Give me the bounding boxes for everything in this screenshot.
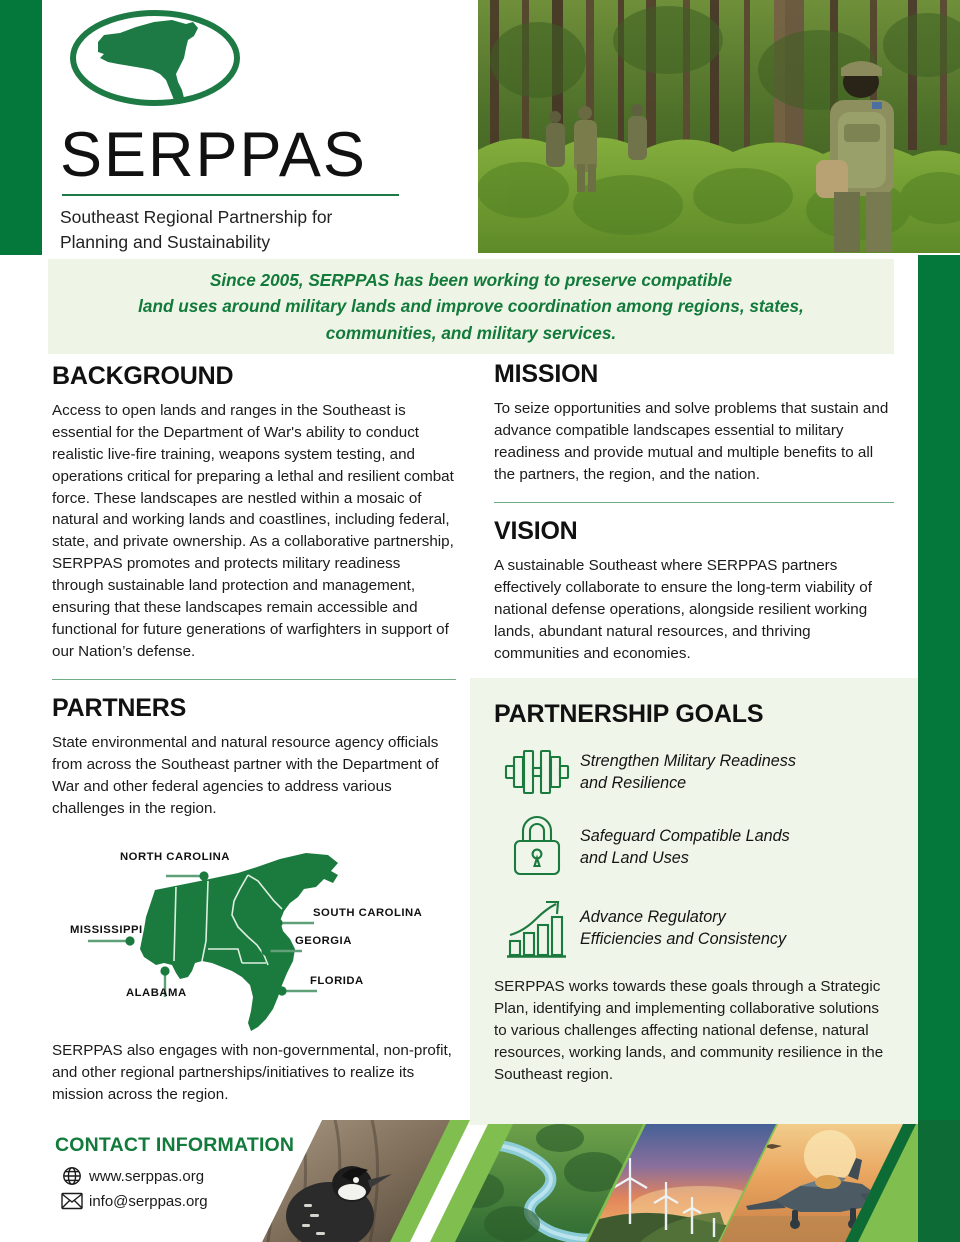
partners-divider [52, 679, 456, 681]
southeast-map-oval-icon [60, 8, 250, 120]
background-body: Access to open lands and ranges in the Southeast is essential for the Department of War's ability to conduct realistic live-fire training, weapons system testing, and operations critical for preparing a lethal and resilient combat force. These landscapes are nestled within a mosaic of natural and working lands and coastlines, including federal, state, and private ownership. As a collaborative partnership, SERPPAS promotes and protects military readiness through sustainable land protection and management, ensuring that these landscapes remain accessible and functional for future generations of warfighters in support of our Nation’s defense. [52, 402, 454, 660]
goal-readiness-text [580, 750, 796, 795]
contact-email-text[interactable]: info@serppas.org [89, 1192, 208, 1210]
vision-divider [494, 502, 894, 504]
contact-website-row[interactable] [55, 1166, 385, 1186]
logo-block [60, 8, 460, 255]
map-label-florida: FLORIDA [310, 975, 364, 987]
brand-subtitle-line1: Southeast Regional Partnership for [60, 207, 333, 228]
brand-subtitle-line2: Planning and Sustainability [60, 231, 271, 252]
tagline-line3: communities, and military services. [325, 322, 617, 343]
vision-heading: VISION [494, 517, 578, 546]
contact-email-row[interactable] [55, 1192, 385, 1210]
left-column [52, 362, 456, 820]
goal-safeguard-text [580, 825, 790, 870]
contact-information [55, 1134, 385, 1216]
southeast-states-map [52, 845, 464, 1040]
tagline-line1: Since 2005, SERPPAS has been working to preserve compatible [209, 269, 733, 290]
partnership-goals-panel [470, 678, 918, 1125]
partners-body: State environmental and natural resource agency officials from across the Southeast partner with the Department of War and other federal agencies to address various challenges in the region. [52, 734, 439, 817]
mission-heading: MISSION [494, 360, 599, 388]
map-label-georgia: GEORGIA [295, 935, 352, 947]
padlock-icon [494, 814, 580, 880]
goal-regulatory-line2: Efficiencies and Consistency [580, 930, 787, 948]
dumbbell-icon [494, 747, 580, 797]
growth-chart-arrow-icon [494, 897, 580, 959]
wordmark: SERPPAS [60, 120, 367, 190]
mission-body: To seize opportunities and solve problems that sustain and advance compatible landscapes essential to military readiness and provide mutual and multiple benefits to all the partners, the region, and the nation. [494, 400, 889, 483]
tagline-line2: land uses around military lands and improve coordination among regions, states, [138, 296, 804, 317]
partners-closing-block [52, 1040, 452, 1106]
map-label-south-carolina: SOUTH CAROLINA [313, 907, 423, 919]
goal-readiness-line2: and Resilience [580, 774, 687, 792]
contact-heading: CONTACT INFORMATION [55, 1134, 295, 1156]
goal-item-readiness [494, 747, 892, 797]
right-green-bar [918, 255, 960, 1125]
partners-heading: PARTNERS [52, 694, 187, 723]
left-green-bar [0, 0, 42, 255]
goal-item-safeguard [494, 814, 892, 880]
vision-body: A sustainable Southeast where SERPPAS partners effectively collaborate to ensure the long-term viability of national defense operations, alongside resilient working lands, abundant natural resources, and thriving communities and economies. [494, 557, 872, 662]
map-label-north-carolina: NORTH CAROLINA [120, 851, 230, 863]
goal-regulatory-text [580, 906, 786, 951]
logo-divider [62, 194, 399, 196]
goal-item-regulatory [494, 897, 892, 959]
envelope-icon [55, 1192, 89, 1210]
right-column [494, 360, 894, 692]
goal-safeguard-line1: Safeguard Compatible Lands [580, 826, 790, 845]
goal-safeguard-line2: and Land Uses [580, 849, 689, 867]
map-label-alabama: ALABAMA [126, 987, 187, 999]
goal-readiness-line1: Strengthen Military Readiness [580, 751, 796, 770]
map-label-mississippi: MISSISSIPPI [70, 924, 143, 936]
goals-heading: PARTNERSHIP GOALS [494, 700, 764, 728]
partners-closing: SERPPAS also engages with non-governmental, non-profit, and other regional partnerships/initiatives to realize its mission across the region. [52, 1042, 452, 1103]
hero-photo-soldiers-forest [478, 0, 960, 253]
goal-regulatory-line1: Advance Regulatory [580, 907, 726, 926]
goals-closing: SERPPAS works towards these goals through a Strategic Plan, identifying and implementing collaborative solutions to various challenges affecting national defense, natural resources, working lands, and community resilience in the Southeast region. [494, 978, 884, 1083]
contact-website-text[interactable]: www.serppas.org [89, 1167, 205, 1185]
background-heading: BACKGROUND [52, 362, 234, 390]
globe-icon [55, 1166, 89, 1186]
tagline-banner [48, 259, 894, 354]
